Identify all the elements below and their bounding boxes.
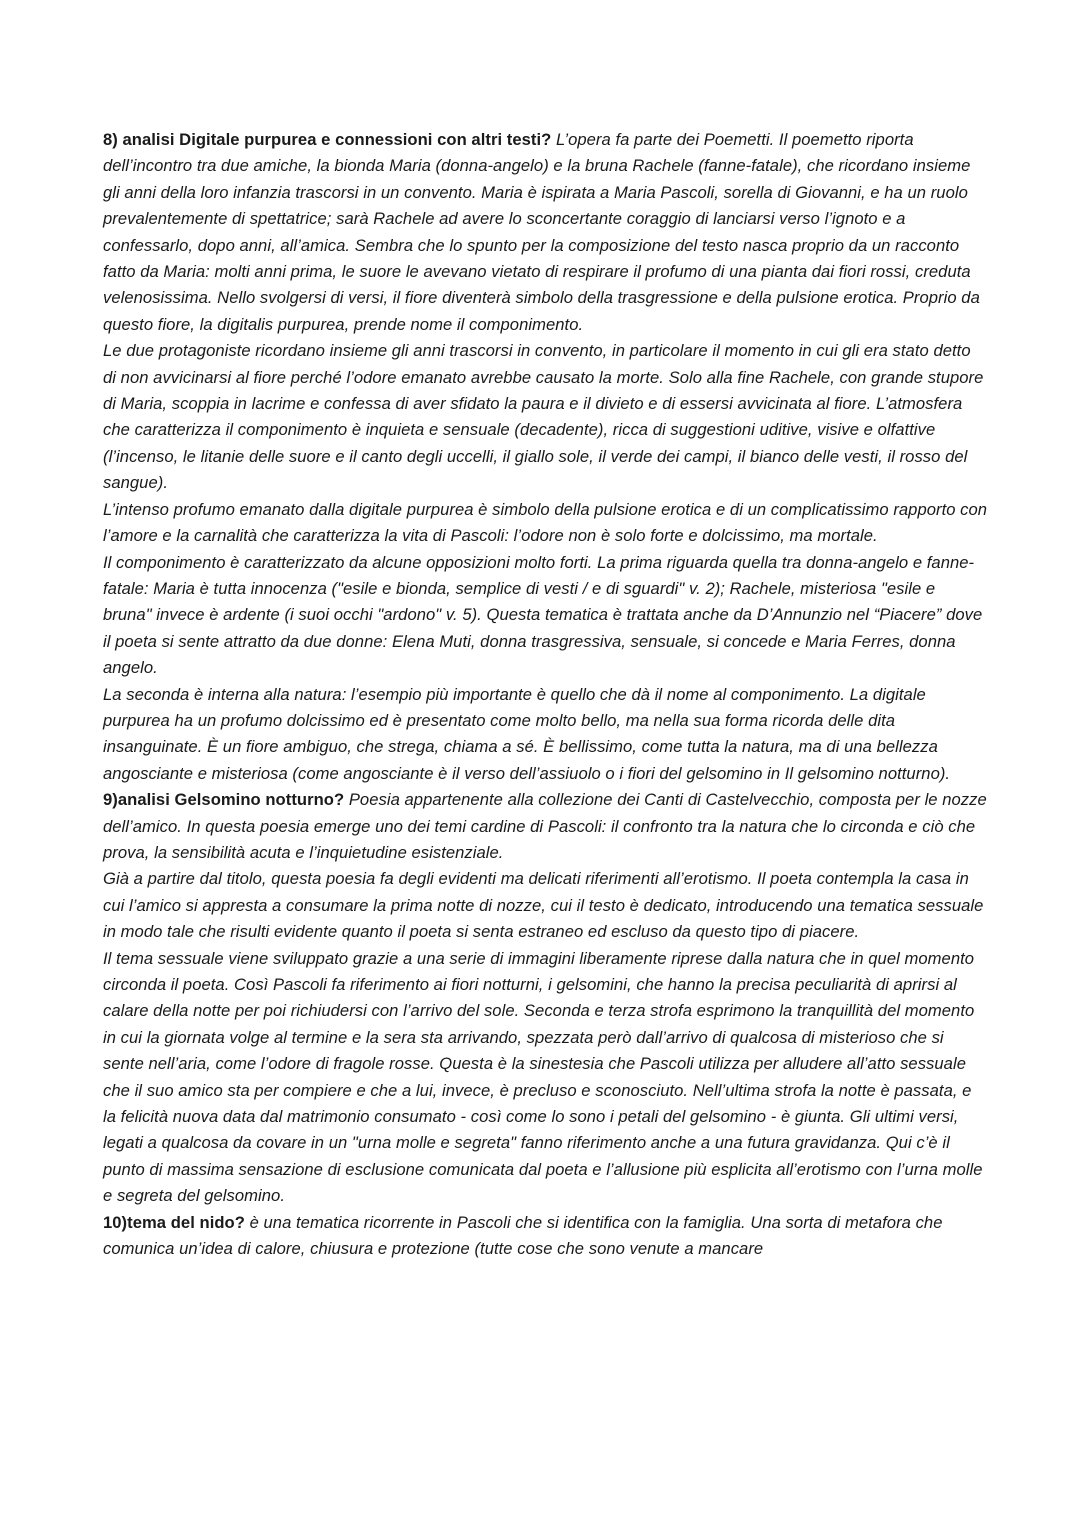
- question-8-paragraph-2: Le due protagoniste ricordano insieme gli anni trascorsi in convento, in particolare il momento in cui gli era stato detto di non avvicinarsi al fiore perché l’odore emanato avrebbe causato la morte. Solo alla fine Rachele, con grande stupore di Maria, scoppia in lacrime e confessa di aver sfidato la paura e il divieto e di essersi avvicinata al fiore. L’atmosfera che caratterizza il componimento è inquieta e sensuale (decadente), ricca di suggestioni uditive, visive e olfattive (l’incenso, le litanie delle suore e il canto degli uccelli, il giallo sole, il verde dei campi, il bianco delle vesti, il rosso del sangue).: [103, 341, 984, 493]
- question-8-paragraph: [103, 127, 988, 338]
- question-9-paragraph: [103, 787, 988, 866]
- question-8-heading: 8) analisi Digitale purpurea e connessioni con altri testi?: [103, 130, 552, 149]
- question-9-paragraph-3: Il tema sessuale viene sviluppato grazie a una serie di immagini liberamente riprese dalla natura che in quel momento circonda il poeta. Così Pascoli fa riferimento ai fiori notturni, i gelsomini, che hanno la precisa peculiarità di aprirsi al calare della notte per poi richiudersi con l’arrivo del sole. Seconda e terza strofa esprimono la tranquillità del momento in cui la giornata volge al termine e la sera sta arrivando, spezzata però dall’arrivo di qualcosa di misterioso che si sente nell’aria, come l’odore di fragole rosse. Questa è la sinestesia che Pascoli utilizza per alludere all’atto sessuale che il suo amico sta per compiere e che a lui, invece, è precluso e sconosciuto. Nell’ultima strofa la notte è passata, e la felicità nuova data dal matrimonio consumato - così come lo sono i petali del gelsomino - è giunta. Gli ultimi versi, legati a qualcosa da covare in un "urna molle e segreta" fanno riferimento anche a una futura gravidanza. Qui c’è il punto di massima sensazione di esclusione comunicata dal poeta e l’allusione più esplicita all’erotismo con l’urna molle e segreta del gelsomino.: [103, 948, 983, 1206]
- question-8-paragraph-5: La seconda è interna alla natura: l’esempio più importante è quello che dà il nome al componimento. La digitale purpurea ha un profumo dolcissimo ed è presentato come molto bello, ma nella sua forma ricorda delle dita insanguinate. È un fiore ambiguo, che strega, chiama a sé. È bellissimo, come tutta la natura, ma di una bellezza angosciante e misteriosa (come angosciante è il verso dell’assiuolo o i fiori del gelsomino in Il gelsomino notturno).: [103, 684, 951, 783]
- question-8-paragraph-3: L’intenso profumo emanato dalla digitale purpurea è simbolo della pulsione erotica e di un complicatissimo rapporto con l’amore e la carnalità che caratterizza la vita di Pascoli: l’odore non è solo forte e dolcissimo, ma mortale.: [103, 499, 988, 546]
- question-9-paragraph-2: Già a partire dal titolo, questa poesia fa degli evidenti ma delicati riferimenti all’erotismo. Il poeta contempla la casa in cui l’amico si appresta a consumare la prima notte di nozze, cui il testo è dedicato, introducendo una tematica sessuale in modo tale che risulti evidente quanto il poeta si senta estraneo ed escluso da questo tipo di piacere.: [103, 869, 984, 942]
- question-10-paragraph: [103, 1210, 988, 1263]
- question-10-heading: 10)tema del nido?: [103, 1212, 245, 1232]
- document-body: [103, 127, 988, 1262]
- question-8-paragraph-4: Il componimento è caratterizzato da alcune opposizioni molto forti. La prima riguarda quella tra donna-angelo e fanne-fatale: Maria è tutta innocenza ("esile e bionda, semplice di vesti / e di sguardi" v. 2); Rachele, misteriosa "esile e bruna" invece è ardente (i suoi occhi "ardono" v. 5). Questa tematica è trattata anche da D’Annunzio nel “Piacere” dove il poeta si sente attratto da due donne: Elena Muti, donna trasgressiva, sensuale, si concede e Maria Ferres, donna angelo.: [103, 552, 983, 678]
- question-8-answer: L’opera fa parte dei Poemetti. Il poemetto riporta dell’incontro tra due amiche, la bionda Maria (donna-angelo) e la bruna Rachele (fanne-fatale), che ricordano insieme gli anni della loro infanzia trascorsi in un convento. Maria è ispirata a Maria Pascoli, sorella di Giovanni, e ha un ruolo prevalentemente di spettatrice; sarà Rachele ad avere lo sconcertante coraggio di lanciarsi verso l’ignoto e a confessarlo, dopo anni, all’amica. Sembra che lo spunto per la composizione del testo nasca proprio da un racconto fatto da Maria: molti anni prima, le suore le avevano vietato di respirare il profumo di una pianta dai fiori rossi, creduta velenosissima. Nello svolgersi di versi, il fiore diventerà simbolo della trasgressione e della pulsione erotica. Proprio da questo fiore, la digitalis purpurea, prende nome il componimento.: [103, 130, 980, 334]
- question-10-answer: è una tematica ricorrente in Pascoli che si identifica con la famiglia. Una sorta di metafora che comunica un’idea di calore, chiusura e protezione (tutte cose che sono venute a mancare: [103, 1212, 943, 1259]
- question-9-answer: Poesia appartenente alla collezione dei Canti di Castelvecchio, composta per le nozze dell’amico. In questa poesia emerge uno dei temi cardine di Pascoli: il confronto tra la natura che lo circonda e ciò che prova, la sensibilità acuta e l’inquietudine esistenziale.: [103, 790, 987, 862]
- question-9-heading: 9)analisi Gelsomino notturno?: [103, 790, 345, 810]
